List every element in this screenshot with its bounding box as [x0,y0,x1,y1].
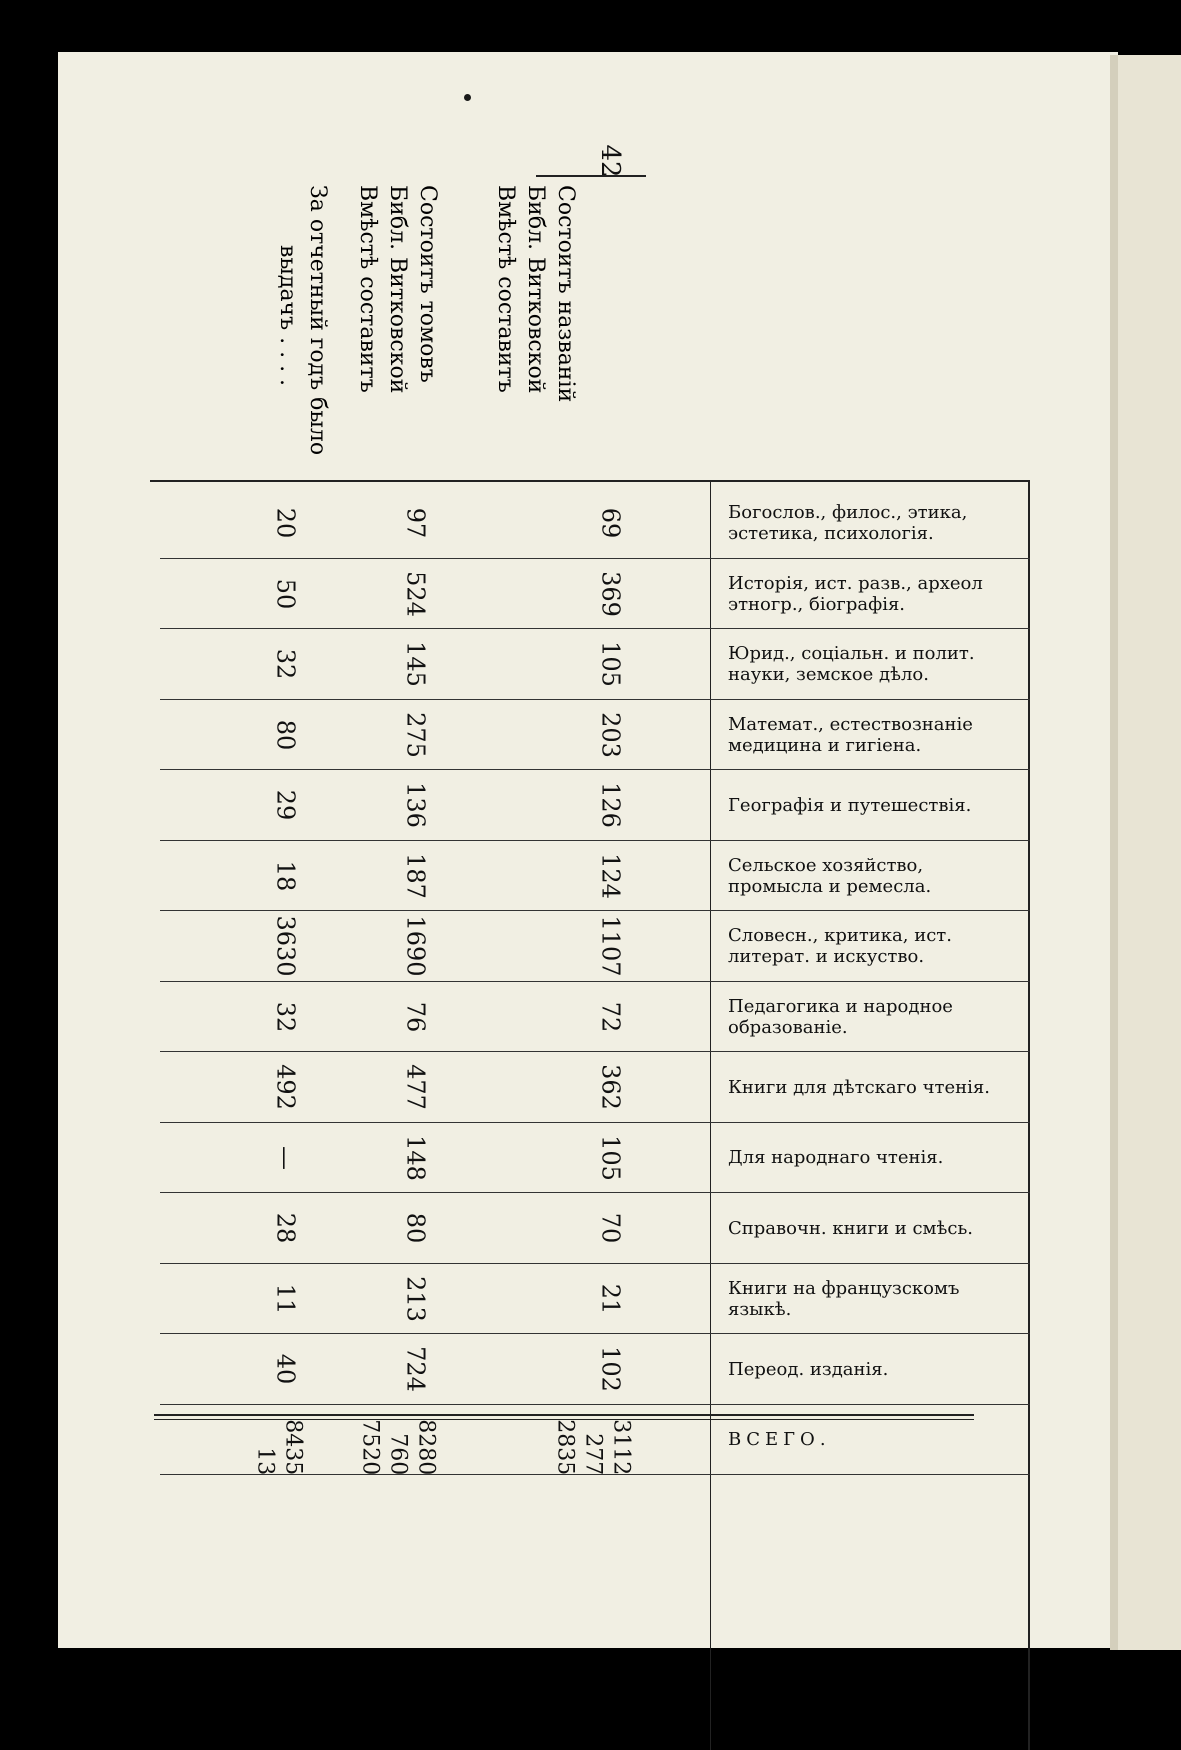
volumes-cell: 97 [401,507,430,539]
titles-cell: 69 [596,507,625,539]
column-header-block [275,185,640,475]
table-row [160,1123,1030,1194]
titles-cell: 362 [596,1064,625,1111]
total-row [160,1405,1030,1476]
table-row [160,559,1030,630]
issued-cell: 40 [271,1353,300,1385]
row-label: Справочн. книги и смѣсь. [728,1217,973,1239]
volumes-total: 760 [385,1433,411,1475]
issued-cell: 28 [271,1212,300,1244]
volumes-cell: 148 [401,1134,430,1181]
row-label: Для народнаго чтенія. [728,1147,944,1169]
row-label: Сельское хозяйство, промысла и ремесла. [728,854,932,897]
titles-cell: 124 [596,852,625,899]
table-row [160,488,1030,559]
table-row [160,629,1030,700]
volumes-cell: 524 [401,570,430,617]
volumes-cell: 477 [401,1064,430,1111]
col-header-volumes-sum: Вмѣстѣ составитъ [355,185,380,393]
volumes-cell: 80 [401,1212,430,1244]
table-row [160,1193,1030,1264]
table-row [160,1264,1030,1335]
issued-cell: 11 [271,1283,300,1315]
volumes-cell: 1690 [401,915,430,977]
row-label: Словесн., критика, ист. литерат. и искуство. [728,925,952,968]
row-label: Книги для дѣтскаго чтенія. [728,1076,990,1098]
table-row [160,911,1030,982]
issued-cell: 80 [271,719,300,751]
volumes-cell: 76 [401,1001,430,1033]
titles-total: 3112 [608,1419,634,1475]
col-header-volumes-vitkovskaya: Библ. Витковской [385,185,410,394]
total-label: ВСЕГО. [728,1429,831,1451]
row-label: Юрид., соціальн. и полит. науки, земское дѣло. [728,643,975,686]
issued-cell: 50 [271,578,300,610]
table-row [160,700,1030,771]
issued-total: 13 [252,1447,278,1475]
issued-cell: 20 [271,507,300,539]
row-label: Географія и путешествія. [728,794,972,816]
page-number: 42 [595,144,625,178]
table-row [160,1052,1030,1123]
issued-cell: — [271,1145,300,1170]
volumes-cell: 275 [401,711,430,758]
row-label: Исторія, ист. разв., археол этногр., біографія. [728,572,983,615]
titles-cell: 70 [596,1212,625,1244]
issued-cell: 18 [271,860,300,892]
col-header-issued-2: выдачъ . . . . [275,245,300,387]
volumes-total: 8280 [413,1419,439,1475]
issued-cell: 32 [271,648,300,680]
volumes-cell: 187 [401,852,430,899]
volumes-total: 7520 [357,1419,383,1475]
titles-cell: 203 [596,711,625,758]
table-row [160,982,1030,1053]
col-header-titles-vitkovskaya: Библ. Витковской [523,185,548,394]
row-label: Богослов., филос., этика, эстетика, психологія. [728,502,968,545]
table-top-rule [150,480,1030,482]
issued-cell: 492 [271,1064,300,1111]
titles-cell: 105 [596,641,625,688]
table-row [160,841,1030,912]
row-label: Математ., естествознаніе медицина и гигіена. [728,713,973,756]
table-row [160,770,1030,841]
print-speck [464,94,471,101]
next-page-edge [1110,55,1181,1650]
titles-total: 277 [580,1433,606,1475]
titles-cell: 21 [596,1283,625,1315]
table-row [160,1334,1030,1405]
volumes-cell: 213 [401,1275,430,1322]
row-label: Книги на французскомъ языкѣ. [728,1277,960,1320]
row-label: Переод. изданія. [728,1358,889,1380]
titles-total: 2835 [552,1419,578,1475]
col-header-titles: Состоитъ названій [553,185,578,403]
titles-cell: 126 [596,782,625,829]
page-number-rule [536,175,646,177]
col-header-volumes: Состоитъ томовъ [415,185,440,383]
volumes-cell: 145 [401,641,430,688]
col-header-titles-sum: Вмѣстѣ составитъ [493,185,518,393]
titles-cell: 1107 [596,915,625,977]
issued-total: 8435 [280,1419,306,1475]
issued-cell: 29 [271,789,300,821]
titles-cell: 102 [596,1346,625,1393]
row-label: Педагогика и народное образованіе. [728,995,953,1038]
issued-cell: 3630 [271,915,300,977]
titles-cell: 105 [596,1134,625,1181]
volumes-cell: 724 [401,1346,430,1393]
volumes-cell: 136 [401,782,430,829]
col-header-issued: За отчетный годъ было [305,185,330,456]
titles-cell: 369 [596,570,625,617]
titles-cell: 72 [596,1001,625,1033]
issued-cell: 32 [271,1001,300,1033]
